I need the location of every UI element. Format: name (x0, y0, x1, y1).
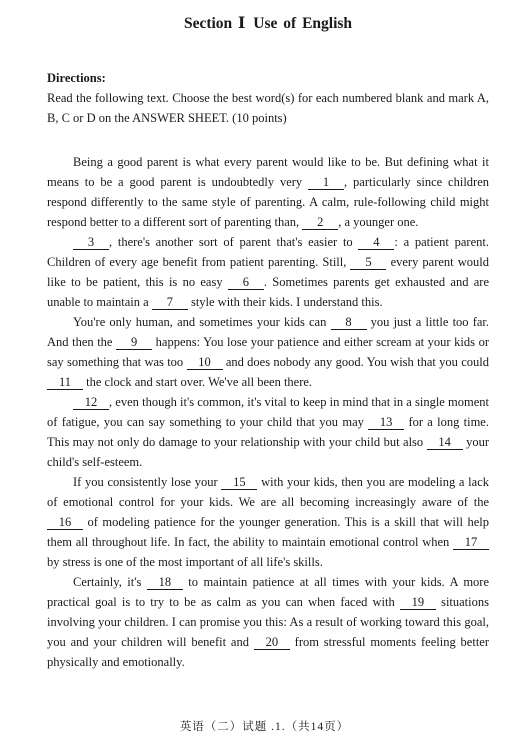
passage-text: situations involving your children. I can promise you this: As a result of working toward this goal, you and your children will benefit and (47, 595, 489, 649)
passage-text: , there's another sort of parent that's easier to (109, 235, 359, 249)
blank-7: 7 (152, 296, 188, 310)
directions-text: Read the following text. Choose the best word(s) for each numbered blank and mark A, B, C or D on the ANSWER SHEET. (10 points) (47, 91, 489, 125)
passage-text: , a younger one. (338, 215, 419, 229)
directions-heading: Directions: (47, 71, 106, 85)
blank-5: 5 (350, 256, 386, 270)
passage-text: for a long time. This may not only do damage to your relationship with your child but also (47, 415, 489, 449)
passage-text: every parent would like to be patient, this is no easy (47, 255, 490, 289)
passage-text: happens: You lose your patience and either scream at your kids or say something that was too (47, 335, 489, 369)
blank-1: 1 (308, 176, 344, 190)
blank-17: 17 (453, 536, 489, 550)
section-title (47, 0, 489, 34)
blank-8: 8 (331, 316, 367, 330)
passage-text: You're only human, and sometimes your kids can (73, 315, 331, 329)
passage-text: your child's self-esteem. (47, 435, 489, 469)
passage-paragraph (47, 472, 489, 572)
blank-2: 2 (302, 216, 338, 230)
passage-paragraph (47, 392, 489, 472)
passage-paragraph (47, 152, 489, 232)
blank-14: 14 (427, 436, 463, 450)
passage-text: the clock and start over. We've all been there. (83, 375, 313, 389)
blank-3: 3 (73, 236, 109, 250)
passage-text: and does nobody any good. You wish that you could (222, 355, 490, 369)
blank-10: 10 (187, 356, 223, 370)
blank-6: 6 (228, 276, 264, 290)
cloze-passage (47, 152, 489, 672)
passage-text: Being a good parent is what every parent would like to be. But defining what it means to be a good parent is undoubtedly very (47, 155, 489, 189)
passage-paragraph (47, 312, 489, 392)
section-label: Section Ⅰ (183, 15, 246, 32)
blank-9: 9 (116, 336, 152, 350)
passage-text: , even though it's common, it's vital to keep in mind that in a single moment of fatigue, you can say something to your child that you may (47, 395, 489, 429)
blank-16: 16 (47, 516, 83, 530)
passage-text: of modeling patience for the younger generation. This is a skill that will help them all throughout life. In fact, the ability to maintain emotional control when (47, 515, 489, 549)
blank-15: 15 (221, 476, 257, 490)
passage-text: If you consistently lose your (73, 475, 222, 489)
passage-paragraph (47, 572, 489, 672)
passage-paragraph (47, 232, 489, 312)
section-name: Use of English (253, 15, 353, 32)
passage-text: , particularly since children respond differently to the same style of parenting. A calm, rule-following child might respond better to a different sort of parenting than, (47, 175, 490, 229)
passage-text: Certainly, it's (73, 575, 147, 589)
blank-13: 13 (368, 416, 404, 430)
passage-text: : a patient parent. Children of every age benefit from patient parenting. Still, (47, 235, 489, 269)
page-footer: 英语（二）试题 .1.（共14页） (179, 721, 350, 733)
passage-text: to maintain patience at all times with your kids. A more practical goal is to try to be as calm as you can when faced with (47, 575, 490, 609)
passage-text: . Sometimes parents get exhausted and are unable to maintain a (47, 275, 490, 309)
passage-text: style with their kids. I understand this. (187, 295, 383, 309)
passage-text: with your kids, then you are modeling a lack of emotional control for your kids. We are all becoming increasingly aware of the (47, 475, 489, 509)
passage-text: you just a little too far. And then the (47, 315, 490, 349)
blank-19: 19 (400, 596, 436, 610)
passage-text: from stressful moments feeling better physically and emotionally. (47, 635, 490, 669)
passage-text: by stress is one of the most important of all life's skills. (47, 555, 323, 569)
blank-18: 18 (147, 576, 183, 590)
blank-4: 4 (358, 236, 394, 250)
blank-12: 12 (73, 396, 109, 410)
blank-20: 20 (254, 636, 290, 650)
blank-11: 11 (47, 376, 83, 390)
